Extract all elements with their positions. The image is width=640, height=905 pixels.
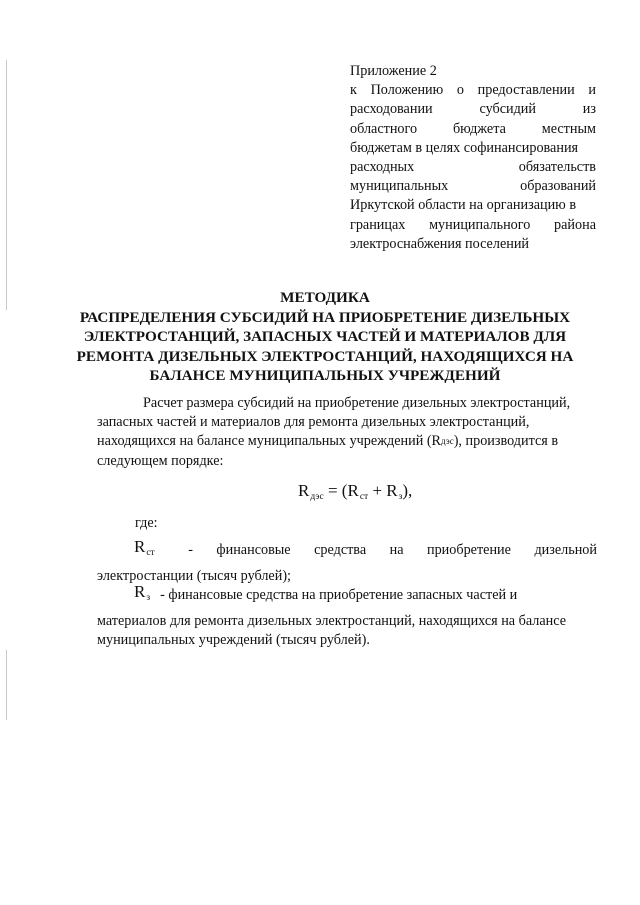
title-line: РАСПРЕДЕЛЕНИЯ СУБСИДИЙ НА ПРИОБРЕТЕНИЕ ДИЗЕЛЬНЫХ (79, 308, 571, 326)
appendix-line: границах муниципального района (350, 216, 596, 233)
definition-rst (97, 537, 597, 586)
formula: $R_{дэс} = (R_{ст} + R_з)$, (298, 481, 413, 502)
scan-margin-mark (6, 60, 7, 310)
title-line: ЭЛЕКТРОСТАНЦИЙ, ЗАПАСНЫХ ЧАСТЕЙ И МАТЕРИАЛОВ ДЛЯ (83, 328, 567, 345)
appendix-line: муниципальных образований (350, 178, 596, 195)
title-line: БАЛАНСЕ МУНИЦИПАЛЬНЫХ УЧРЕЖДЕНИЙ (149, 367, 501, 384)
appendix-line: областного бюджета местным (350, 120, 596, 137)
paragraph-line: запасных частей и материалов для ремонта дизельных электростанций, (97, 414, 530, 431)
symbol-rz: $R_з$ (134, 582, 151, 603)
scan-margin-mark (6, 650, 7, 720)
appendix-line: к Положению о предоставлении и (350, 82, 596, 99)
definition-line: $R_{ст}$ - финансовые средства на приобретение дизельной (97, 541, 597, 567)
document-title (40, 288, 610, 386)
appendix-line: бюджетам в целях софинансирования (350, 139, 579, 156)
intro-paragraph (97, 394, 597, 471)
appendix-line: Приложение 2 (350, 63, 437, 79)
paragraph-line: следующем порядке: (97, 452, 224, 469)
appendix-line: расходных обязательств (350, 159, 596, 176)
appendix-line: электроснабжения поселений (350, 235, 530, 252)
definition-rz (97, 582, 597, 651)
where-label: где: (135, 515, 158, 531)
symbol-rst: $R_{ст}$ (134, 537, 155, 558)
paragraph-line: находящихся на балансе муниципальных учреждений (R дэс ), производится в (97, 433, 559, 450)
appendix-line: расходовании субсидий из (350, 101, 596, 118)
title-line: МЕТОДИКА (280, 289, 370, 306)
title-line: РЕМОНТА ДИЗЕЛЬНЫХ ЭЛЕКТРОСТАНЦИЙ, НАХОДЯЩИХСЯ НА (76, 347, 574, 365)
definition-line: электростанции (тысяч рублей); (97, 568, 291, 585)
paragraph-line: Расчет размера субсидий на приобретение дизельных электростанций, (143, 395, 571, 411)
definition-line: $R_з$ - финансовые средства на приобретение запасных частей и (97, 586, 597, 612)
appendix-header (350, 62, 596, 254)
definition-line: материалов для ремонта дизельных электростанций, находящихся на балансе (97, 613, 567, 630)
appendix-line: Иркутской области на организацию в (350, 197, 577, 214)
definition-line: муниципальных учреждений (тысяч рублей). (97, 632, 370, 649)
